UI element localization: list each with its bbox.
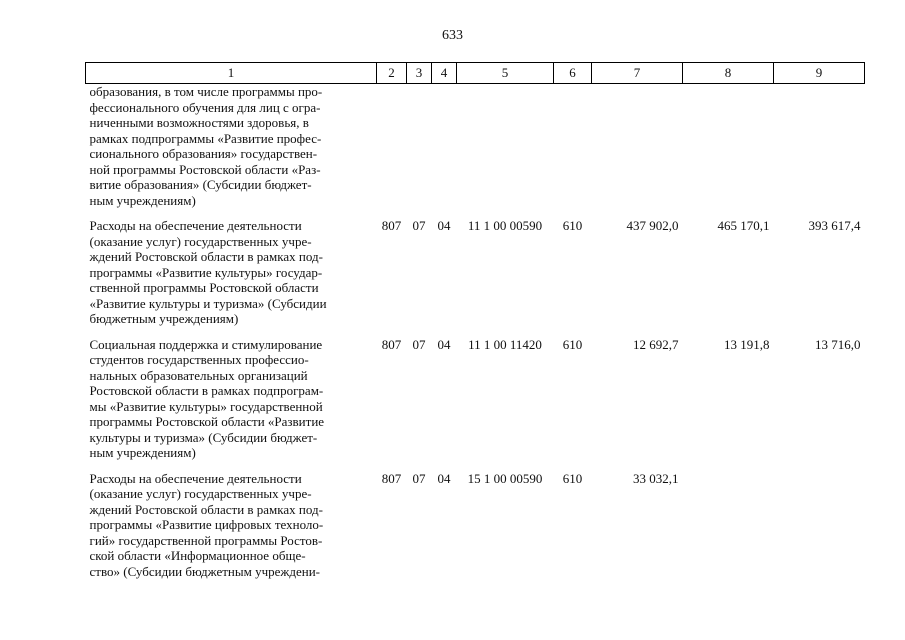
column-header: 7 (592, 63, 683, 84)
description-line: студентов государственных профессио- (89, 352, 309, 367)
amount-col7: 33 032,1 (633, 470, 679, 486)
description-line: ство» (Субсидии бюджетным учреждени- (89, 563, 321, 579)
row-description (86, 337, 377, 471)
description-line: программы «Развитие цифровых техноло- (89, 517, 324, 532)
description-line: Ростовской области в рамках подпрограм- (89, 383, 324, 398)
section-code: 07 (412, 336, 426, 352)
expense-type-code: 610 (562, 336, 583, 352)
ministry-code: 807 (381, 336, 402, 352)
table-row (86, 84, 865, 219)
ministry-code (377, 84, 407, 219)
description-line: Расходы на обеспечение деятельности (89, 470, 302, 486)
target-article-code: 11 1 00 11420 (468, 336, 542, 352)
column-header: 5 (457, 63, 554, 84)
ministry-code: 807 (381, 470, 402, 486)
header-row (86, 63, 865, 84)
page-number: 633 (442, 28, 463, 43)
amount-col7: 437 902,0 (626, 218, 679, 233)
table-row (86, 337, 865, 471)
expense-type-code (554, 84, 592, 219)
description-line: Расходы на обеспечение деятельности (89, 218, 302, 233)
description-line: ным учреждениям) (89, 192, 196, 208)
table-row (86, 218, 865, 337)
description-line: образования, в том числе программы про- (89, 84, 323, 99)
description-line: ным учреждениям) (89, 445, 196, 460)
description-line: «Развитие культуры и туризма» (Субсидии (89, 295, 327, 311)
description-line: ждений Ростовской области в рамках под- (89, 501, 323, 517)
ministry-code: 807 (381, 218, 402, 233)
target-article-code: 11 1 00 00590 (467, 218, 543, 233)
subsection-code: 04 (437, 470, 451, 486)
subsection-code (432, 84, 457, 219)
expense-type-code: 610 (562, 470, 583, 486)
description-line: культуры и туризма» (Субсидии бюджет- (89, 429, 318, 445)
description-line: витие образования» (Субсидии бюджет- (89, 177, 312, 192)
amount-col8: 13 191,8 (724, 336, 770, 352)
description-line: бюджетным учреждениям) (89, 311, 239, 326)
description-line: ной программы Ростовской области «Раз- (89, 161, 321, 177)
amount-col7 (592, 84, 683, 219)
column-header: 9 (774, 63, 865, 84)
amount-col8 (683, 471, 774, 590)
section-code (407, 84, 432, 219)
target-article-code (457, 84, 554, 219)
description-line: ской области «Информационное обще- (89, 548, 306, 563)
subsection-code: 04 (437, 218, 451, 233)
amount-col9 (774, 84, 865, 219)
description-line: ждений Ростовской области в рамках под- (89, 249, 323, 264)
amount-col9: 393 617,4 (808, 218, 861, 233)
description-line: ственной программы Ростовской области (89, 280, 319, 295)
column-header: 8 (683, 63, 774, 84)
amount-col9 (774, 471, 865, 590)
description-line: рамках подпрограммы «Развитие профес- (89, 130, 322, 146)
amount-col9: 13 716,0 (815, 336, 861, 352)
budget-table (85, 62, 865, 589)
description-line: мы «Развитие культуры» государственной (89, 398, 323, 414)
row-description (86, 218, 377, 337)
column-header: 4 (432, 63, 457, 84)
row-description (86, 471, 377, 590)
description-line: нальных образовательных организаций (89, 367, 308, 383)
target-article-code: 15 1 00 00590 (467, 470, 543, 486)
description-line: программы «Развитие культуры» государ- (89, 264, 323, 280)
description-line: ниченными возможностями здоровья, в (89, 115, 309, 130)
row-description (86, 84, 377, 219)
section-code: 07 (412, 218, 426, 233)
expense-type-code: 610 (562, 218, 583, 233)
amount-col8: 465 170,1 (717, 218, 770, 233)
amount-col8 (683, 84, 774, 219)
description-line: (оказание услуг) государственных учре- (89, 486, 312, 501)
section-code: 07 (412, 470, 426, 486)
description-line: гий» государственной программы Ростов- (89, 532, 323, 548)
description-line: Социальная поддержка и стимулирование (89, 336, 323, 352)
amount-col7: 12 692,7 (633, 336, 679, 352)
description-line: (оказание услуг) государственных учре- (89, 233, 312, 249)
description-line: фессионального обучения для лиц с огра- (89, 99, 321, 115)
column-header: 3 (407, 63, 432, 84)
column-header: 2 (377, 63, 407, 84)
column-header: 1 (86, 63, 377, 84)
subsection-code: 04 (437, 336, 451, 352)
description-line: программы Ростовской области «Развитие (89, 414, 325, 429)
description-line: сионального образования» государствен- (89, 146, 318, 161)
column-header: 6 (554, 63, 592, 84)
table-row (86, 471, 865, 590)
